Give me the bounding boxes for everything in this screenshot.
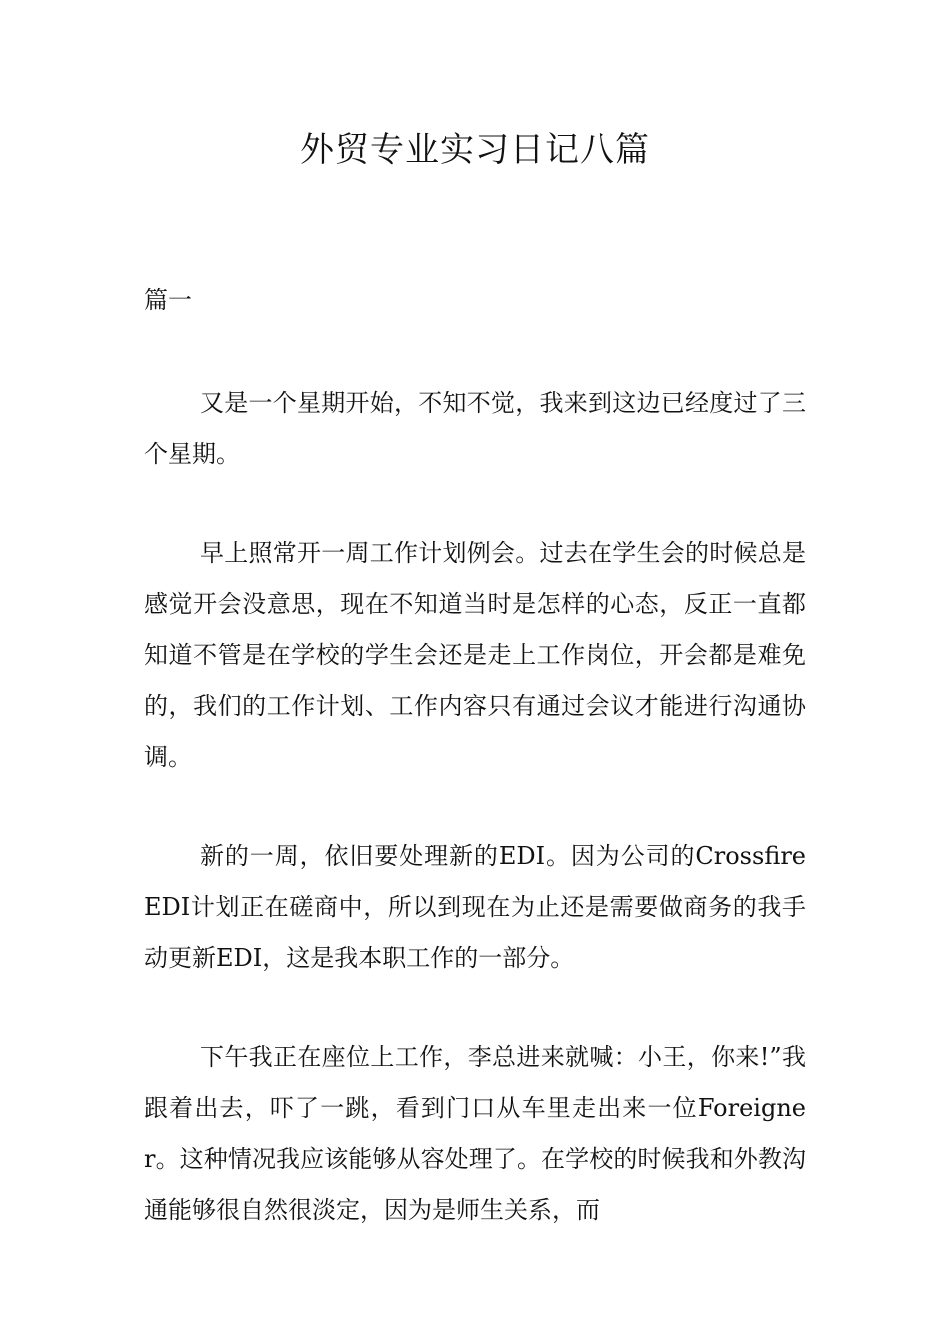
document-title: 外贸专业实习日记八篇	[300, 130, 650, 170]
paragraph: 早上照常开一周工作计划例会。过去在学生会的时候总是感觉开会没意思，现在不知道当时是怎样的心态，反正一直都知道不管是在学校的学生会还是走上工作岗位，开会都是难免的，我们的工作计划、工作内容只有通过会议才能进行沟通协调。	[144, 539, 806, 771]
paragraph: 下午我正在座位上工作，李总进来就喊：小王，你来!”我跟着出去，吓了一跳，看到门口从车里走出来一位Foreigner。这种情况我应该能够从容处理了。在学校的时候我和外教沟通能够很自然很淡定，因为是师生关系，而	[144, 1043, 806, 1224]
document-body	[144, 378, 806, 1284]
paragraph: 新的一周，依旧要处理新的EDI。因为公司的CrossfireEDI计划正在磋商中，所以到现在为止还是需要做商务的我手动更新EDI，这是我本职工作的一部分。	[144, 842, 806, 972]
section-label: 篇一	[144, 286, 192, 314]
paragraph: 又是一个星期开始，不知不觉，我来到这边已经度过了三个星期。	[144, 389, 806, 468]
